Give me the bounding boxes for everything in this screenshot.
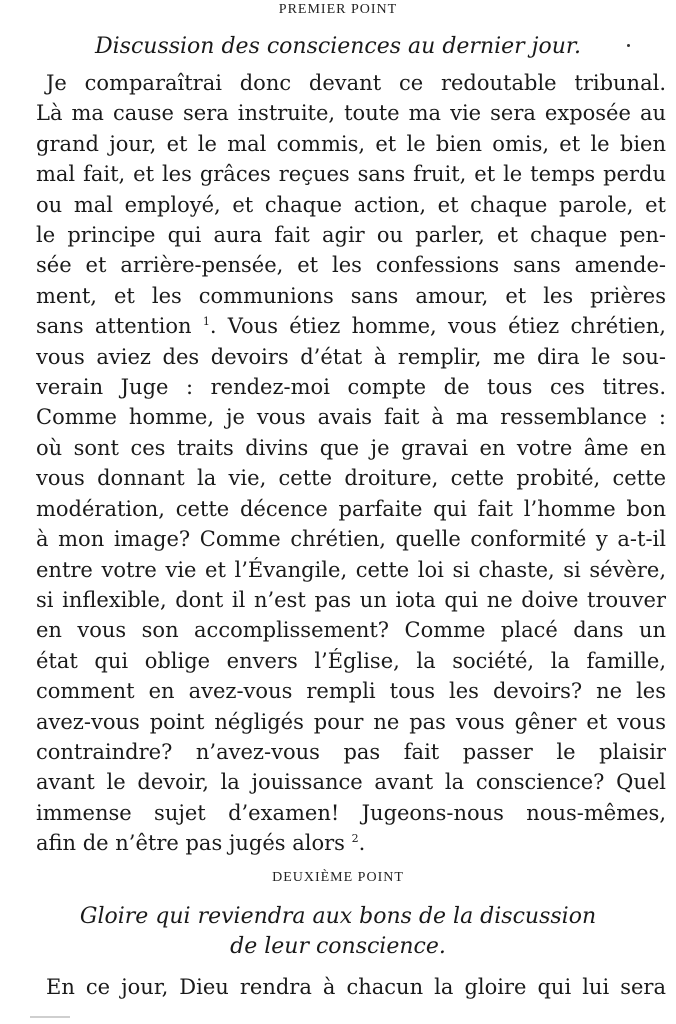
text-line: si inflexible, dont il n’est pas un iota qui ne doive trouver — [36, 587, 666, 612]
text-line: où sont ces traits divins que je gravai en votre âme en — [36, 435, 666, 460]
section-title-gloire-line1: Gloire qui reviendra aux bons de la discussion — [79, 904, 597, 929]
section-title-discussion: Discussion des consciences au dernier jour. — [94, 34, 582, 59]
text-line: immense sujet d’examen! Jugeons-nous nous-mêmes, — [36, 800, 666, 825]
text-line-with-footnote — [36, 828, 666, 858]
section-label-premier-point: PREMIER POINT — [278, 2, 398, 17]
text-line: modération, cette décence parfaite qui fait l’homme bon — [36, 496, 666, 521]
footnote-ref-2: 2 — [351, 832, 359, 846]
text-line: vous aviez des devoirs d’état à remplir, me dira le sou- — [36, 344, 666, 369]
text-line: le principe qui aura fait agir ou parler, et chaque pen- — [36, 223, 666, 248]
text-line: avez-vous point négligés pour ne pas vous gêner et vous — [36, 709, 666, 734]
text-line: mal fait, et les grâces reçues sans fruit, et le temps perdu — [36, 162, 666, 187]
footnote-ref-1: 1 — [202, 315, 210, 329]
text-line: verain Juge : rendez-moi compte de tous ces titres. — [36, 375, 666, 400]
text-line: En ce jour, Dieu rendra à chacun la gloire qui lui sera — [46, 975, 666, 999]
text-line: ou mal employé, et chaque action, et chaque parole, et — [36, 192, 666, 217]
text-line: contraindre? n’avez-vous pas fait passer le plaisir — [36, 739, 666, 764]
text-line: Comme homme, je vous avais fait à ma ressemblance : — [36, 405, 666, 430]
page-bottom-mark — [30, 1016, 70, 1018]
text-line: ment, et les communions sans amour, et les prières — [36, 283, 666, 308]
text-line: vous donnant la vie, cette droiture, cette probité, cette — [36, 466, 666, 491]
text-line: entre votre vie et l’Évangile, cette loi si chaste, si sévère, — [36, 557, 666, 582]
section-title-gloire-line2: de leur conscience. — [230, 934, 446, 959]
body-text-deuxieme-point — [36, 972, 666, 1002]
body-text-premier-point — [36, 68, 666, 859]
text-line: Je comparaîtrai donc devant ce redoutable tribunal. — [46, 71, 666, 95]
text-line: en vous son accomplissement? Comme placé dans un — [36, 618, 666, 643]
section-label-deuxieme-point: DEUXIÈME POINT — [272, 870, 404, 885]
text-line: avant le devoir, la jouissance avant la conscience? Quel — [36, 770, 666, 795]
text-line: Là ma cause sera instruite, toute ma vie sera exposée au — [36, 101, 666, 126]
text-line: état qui oblige envers l’Église, la société, la famille, — [36, 648, 666, 673]
line-start: afin de n’être pas jugés alors — [36, 831, 345, 856]
stray-dot-mark — [627, 44, 630, 47]
line-end: . — [358, 831, 366, 856]
line-end: . Vous étiez homme, vous étiez chrétien, — [209, 314, 666, 339]
text-line: à mon image? Comme chrétien, quelle conformité y a-t-il — [36, 527, 666, 552]
line-start: sans attention — [36, 314, 192, 339]
text-line: grand jour, et le mal commis, et le bien omis, et le bien — [36, 131, 666, 156]
text-line-with-footnote — [36, 311, 666, 341]
text-line: sée et arrière-pensée, et les confessions sans amende- — [36, 253, 666, 278]
text-line: comment en avez-vous rempli tous les devoirs? ne les — [36, 679, 666, 704]
